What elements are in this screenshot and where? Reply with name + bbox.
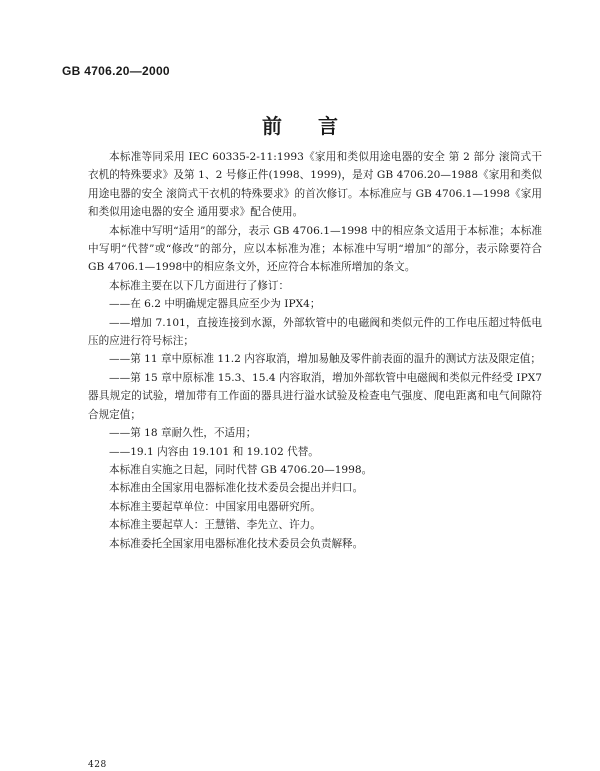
paragraph-drafting-unit: 本标准主要起草单位：中国家用电器研究所。 — [109, 500, 321, 513]
paragraph-adoption: 本标准等同采用 IEC 60335-2-11:1993《家用和类似用途电器的安全 第 2 部分 滚筒式干衣机的特殊要求》及第 1、2 号修正件(1998、1999)，是对 GB 4706.20—1988《家用和类似用途电器的安全 滚筒式干衣机的特殊要求》的首次修订。本标准应与 GB 4706.1—1998《家用和类似用途电器的安全 通用要求》配合使用。 — [88, 151, 542, 219]
page-title: 前言 — [262, 114, 374, 138]
foreword-body — [88, 148, 542, 553]
standard-code: GB 4706.20—2000 — [62, 64, 170, 78]
paragraph-interpretation: 本标准委托全国家用电器标准化技术委员会负责解释。 — [109, 537, 364, 550]
page-number: 428 — [88, 760, 107, 770]
paragraph-revision-intro: 本标准主要在以下几方面进行了修订： — [109, 279, 290, 292]
revision-item: ——第 11 章中原标准 11.2 内容取消，增加易触及零件前表面的温升的测试方法及限定值； — [109, 353, 541, 366]
paragraph-drafters: 本标准主要起草人：王慧锴、李先立、许力。 — [109, 519, 321, 532]
revision-item: ——第 15 章中原标准 15.3、15.4 内容取消，增加外部软管中电磁阀和类似元件经受 IPX7 器具规定的试验，增加带有工作面的器具进行溢水试验及检查电气强度、爬电距离和电气间隙符合规定值； — [88, 371, 542, 421]
paragraph-proposer: 本标准由全国家用电器标准化技术委员会提出并归口。 — [109, 482, 364, 495]
revision-item: ——在 6.2 中明确规定器具应至少为 IPX4； — [109, 298, 321, 311]
revision-item: ——第 18 章耐久性，不适用； — [109, 427, 257, 440]
paragraph-effective: 本标准自实施之日起，同时代替 GB 4706.20—1998。 — [109, 463, 373, 476]
revision-item: ——19.1 内容由 19.101 和 19.102 代替。 — [109, 445, 319, 458]
paragraph-usage-notes: 本标准中写明“适用”的部分，表示 GB 4706.1—1998 中的相应条文适用于本标准；本标准中写明“代替”或“修改”的部分，应以本标准为准；本标准中写明“增加”的部分，表示除要符合 GB 4706.1—1998中的相应条文外，还应符合本标准所增加的条文。 — [88, 224, 542, 274]
revision-item: ——增加 7.101，直接连接到水源，外部软管中的电磁阀和类似元件的工作电压超过特低电压的应进行符号标注； — [88, 316, 542, 348]
